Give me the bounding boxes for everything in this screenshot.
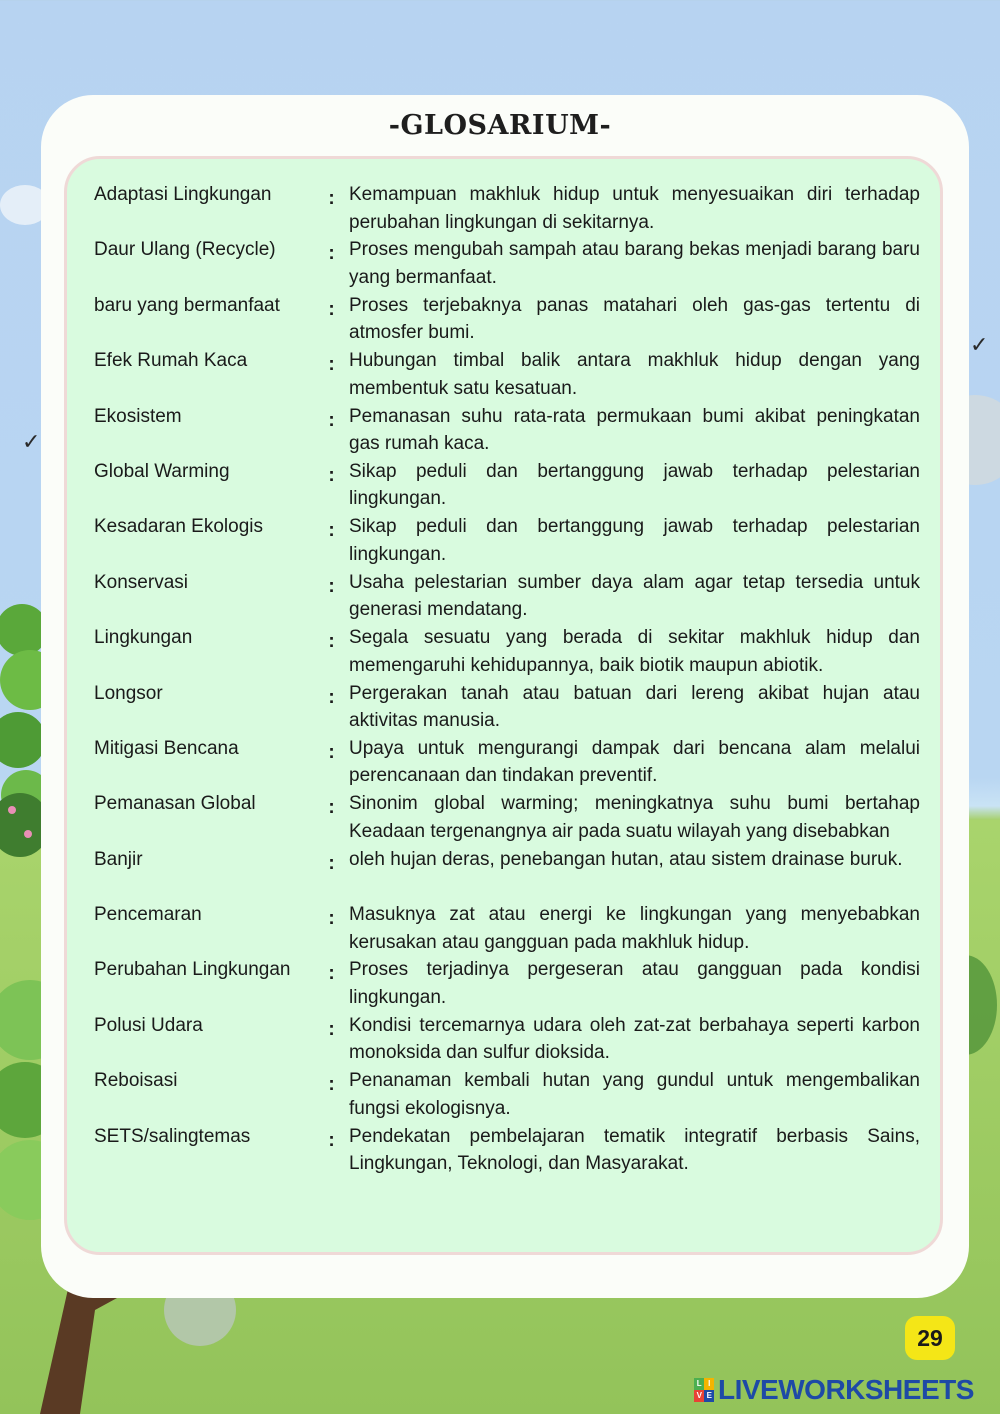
glossary-entry: [94, 181, 920, 236]
glossary-entry: [94, 846, 920, 901]
separator-colon: :: [328, 1129, 335, 1151]
glossary-definition: Hubungan timbal balik antara makhluk hidup dengan yang membentuk satu kesatuan.: [349, 350, 920, 399]
glossary-definition: Sikap peduli dan bertanggung jawab terhadap pelestarian lingkungan.: [349, 516, 920, 565]
glossary-term: Lingkungan: [94, 627, 193, 649]
glossary-entry: [94, 956, 920, 1011]
brand-logo[interactable]: [694, 1374, 974, 1406]
separator-colon: :: [328, 464, 335, 486]
glossary-term: Mitigasi Bencana: [94, 737, 239, 759]
glossary-definition: Pemanasan suhu rata-rata permukaan bumi akibat peningkatan gas rumah kaca.: [349, 405, 920, 455]
glossary-term: Global Warming: [94, 460, 230, 482]
glossary-entry: [94, 624, 920, 679]
glossary-term: Kesadaran Ekologis: [94, 516, 263, 538]
glossary-term: baru yang bermanfaat: [94, 294, 280, 316]
separator-colon: :: [328, 686, 335, 708]
separator-colon: :: [328, 575, 335, 597]
glossary-entry: [94, 901, 920, 956]
glossary-definition: Pendekatan pembelajaran tematik integratif berbasis Sains, Lingkungan, Teknologi, dan Masyarakat.: [349, 1125, 920, 1175]
glossary-entry: [94, 236, 920, 291]
logo-letter: I: [704, 1378, 714, 1390]
glossary-term: Banjir: [94, 848, 143, 870]
glossary-term: Pemanasan Global: [94, 793, 256, 815]
separator-colon: :: [328, 631, 335, 653]
glossary-definition: Segala sesuatu yang berada di sekitar makhluk hidup dan memengaruhi kehidupannya, baik biotik maupun abiotik.: [349, 627, 920, 676]
glossary-definition: Penanaman kembali hutan yang gundul untuk mengembalikan fungsi ekologisnya.: [349, 1070, 920, 1119]
separator-colon: :: [328, 298, 335, 320]
separator-colon: :: [328, 1074, 335, 1096]
glossary-entry: [94, 458, 920, 513]
separator-colon: :: [328, 741, 335, 763]
glossary-definition: Proses terjadinya pergeseran atau gangguan pada kondisi lingkungan.: [349, 959, 920, 1008]
logo-letter: V: [694, 1390, 704, 1402]
glossary-entry: [94, 1067, 920, 1122]
glossary-term: Longsor: [94, 682, 163, 704]
glossary-term: Efek Rumah Kaca: [94, 350, 248, 372]
glossary-entry: [94, 790, 920, 845]
glossary-term: Pencemaran: [94, 904, 202, 926]
separator-colon: :: [328, 520, 335, 542]
bird-icon: ✓: [970, 333, 989, 358]
logo-letter: E: [704, 1390, 714, 1402]
glossary-entry: [94, 403, 920, 458]
glossary-definition: Pergerakan tanah atau batuan dari lereng akibat hujan atau aktivitas manusia.: [349, 682, 920, 732]
glossary-entry: [94, 680, 920, 735]
liveworksheets-icon: [694, 1378, 714, 1402]
brand-name: LIVEWORKSHEETS: [718, 1374, 974, 1405]
separator-colon: :: [328, 409, 335, 431]
glossary-entry: [94, 513, 920, 568]
page-number-badge: 29: [905, 1316, 955, 1360]
glossary-term: Daur Ulang (Recycle): [94, 239, 276, 261]
separator-colon: :: [328, 188, 335, 209]
glossary-entry: [94, 1012, 920, 1067]
glossary-term: Konservasi: [94, 571, 188, 593]
glossary-term: Polusi Udara: [94, 1014, 203, 1036]
glossary-definition: Kemampuan makhluk hidup untuk menyesuaikan diri terhadap perubahan lingkungan di sekitarnya.: [349, 184, 920, 233]
glossary-definition: Upaya untuk mengurangi dampak dari bencana alam melalui perencanaan dan tindakan preventif.: [349, 737, 920, 787]
glossary-entry: [94, 735, 920, 790]
page-title: -GLOSARIUM-: [388, 110, 612, 141]
glossary-entry: [94, 347, 920, 402]
glossary-definition: Proses terjebaknya panas matahari oleh gas-gas tertentu di atmosfer bumi.: [349, 294, 920, 344]
glossary-term: Reboisasi: [94, 1070, 178, 1092]
separator-colon: :: [328, 852, 335, 874]
logo-letter: L: [694, 1378, 704, 1390]
separator-colon: :: [328, 963, 335, 985]
glossary-definition: Usaha pelestarian sumber daya alam agar tetap tersedia untuk generasi mendatang.: [349, 571, 920, 621]
separator-colon: :: [328, 354, 335, 376]
glossary-entry: [94, 1123, 920, 1178]
glossary-definition: Masuknya zat atau energi ke lingkungan yang menyebabkan kerusakan atau gangguan pada makhluk hidup.: [349, 904, 920, 953]
glossary-list: [94, 181, 920, 1178]
glossary-term: Ekosistem: [94, 405, 182, 427]
glossary-definition: Kondisi tercemarnya udara oleh zat-zat berbahaya seperti karbon monoksida dan sulfur dioksida.: [349, 1014, 920, 1064]
glossary-term: Adaptasi Lingkungan: [94, 184, 272, 205]
glossary-term: Perubahan Lingkungan: [94, 959, 291, 981]
separator-colon: :: [328, 243, 335, 265]
separator-colon: :: [328, 908, 335, 930]
glossary-entry: [94, 292, 920, 347]
glossary-definition: Sikap peduli dan bertanggung jawab terhadap pelestarian lingkungan.: [349, 460, 920, 510]
separator-colon: :: [328, 797, 335, 819]
separator-colon: :: [328, 1018, 335, 1040]
glossary-definition: Proses mengubah sampah atau barang bekas menjadi barang baru yang bermanfaat.: [349, 239, 920, 288]
bird-icon: ✓: [22, 430, 41, 455]
glossary-definition: oleh hujan deras, penebangan hutan, atau sistem drainase buruk.: [349, 848, 903, 870]
glossary-term: SETS/salingtemas: [94, 1125, 251, 1147]
glossary-entry: [94, 569, 920, 624]
glossary-definition: Sinonim global warming; meningkatnya suhu bumi bertahap Keadaan tergenangnya air pada suatu wilayah yang disebabkan: [349, 793, 920, 842]
